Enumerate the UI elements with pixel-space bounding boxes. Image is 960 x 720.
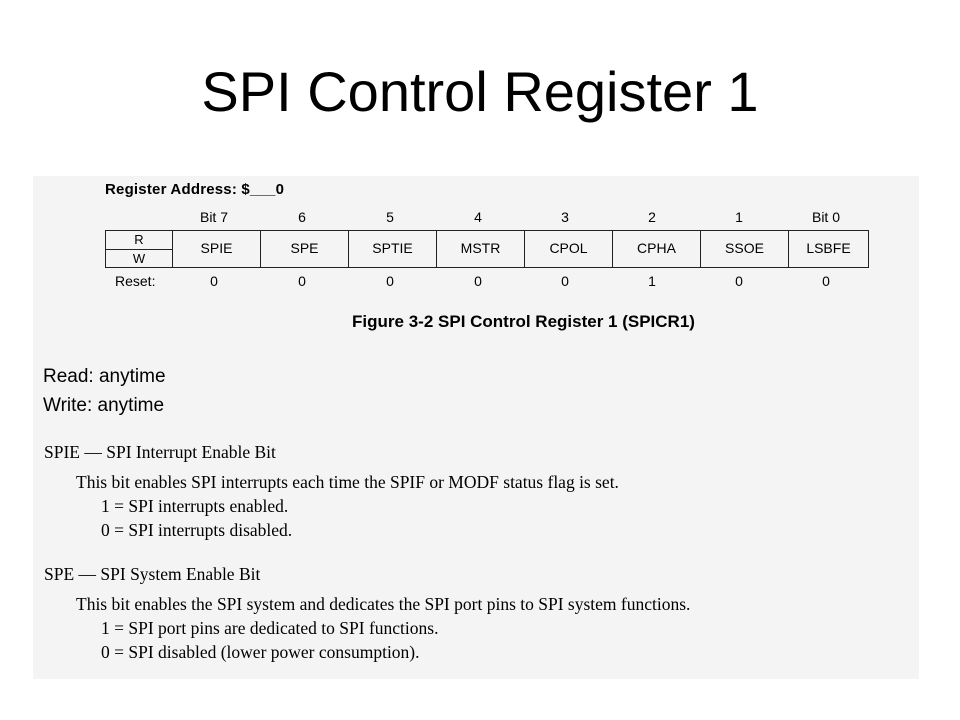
reset-value: 0 — [386, 273, 394, 289]
bit-number: 4 — [474, 209, 482, 225]
spie-option-0: 0 = SPI interrupts disabled. — [101, 520, 293, 540]
reset-value: 0 — [561, 273, 569, 289]
reset-value: 0 — [822, 273, 830, 289]
field-lsbfe: LSBFE — [806, 240, 851, 256]
field-cpha: CPHA — [613, 231, 701, 267]
spe-description: This bit enables the SPI system and dedicates the SPI port pins to SPI system functions. — [76, 594, 691, 614]
bit-number-row — [33, 209, 919, 227]
write-label: W — [132, 250, 146, 266]
field-spe: SPE — [261, 231, 349, 267]
bit-number: Bit 0 — [811, 209, 840, 225]
bit-number: 3 — [561, 209, 569, 225]
read-label: R — [106, 231, 172, 250]
bit-number: 6 — [298, 209, 306, 225]
field-sptie: SPTIE — [349, 231, 437, 267]
register-address: Register Address: $___0 — [105, 181, 285, 198]
reset-value: 0 — [474, 273, 482, 289]
spe-option-1: 1 = SPI port pins are dedicated to SPI functions. — [101, 618, 439, 638]
reset-value: 0 — [210, 273, 218, 289]
slide-title: SPI Control Register 1 — [201, 60, 759, 123]
spe-heading: SPE — SPI System Enable Bit — [44, 564, 261, 584]
figure-caption: Figure 3-2 SPI Control Register 1 (SPICR1) — [352, 312, 695, 331]
reset-value: 1 — [648, 273, 656, 289]
register-figure-scan — [33, 176, 919, 679]
bit-number: 1 — [735, 209, 743, 225]
field-mstr: MSTR — [437, 231, 525, 267]
field-cpol: CPOL — [525, 231, 613, 267]
field-spie: SPIE — [173, 231, 261, 267]
spie-option-1: 1 = SPI interrupts enabled. — [101, 496, 289, 516]
spie-heading: SPIE — SPI Interrupt Enable Bit — [44, 442, 276, 462]
bit-number: 2 — [648, 209, 656, 225]
field-ssoe: SSOE — [701, 231, 789, 267]
read-write-cell — [106, 231, 173, 267]
spie-description: This bit enables SPI interrupts each time the SPIF or MODF status flag is set. — [76, 472, 619, 492]
spe-option-0: 0 = SPI disabled (lower power consumption). — [101, 642, 420, 662]
register-bit-table — [105, 230, 869, 268]
reset-value: 0 — [735, 273, 743, 289]
read-access: Read: anytime — [43, 366, 166, 387]
bit-number: Bit 7 — [199, 209, 228, 225]
reset-row — [33, 273, 919, 291]
write-access: Write: anytime — [43, 395, 165, 416]
reset-value: 0 — [298, 273, 306, 289]
bit-number: 5 — [386, 209, 394, 225]
reset-label: Reset: — [115, 273, 156, 289]
